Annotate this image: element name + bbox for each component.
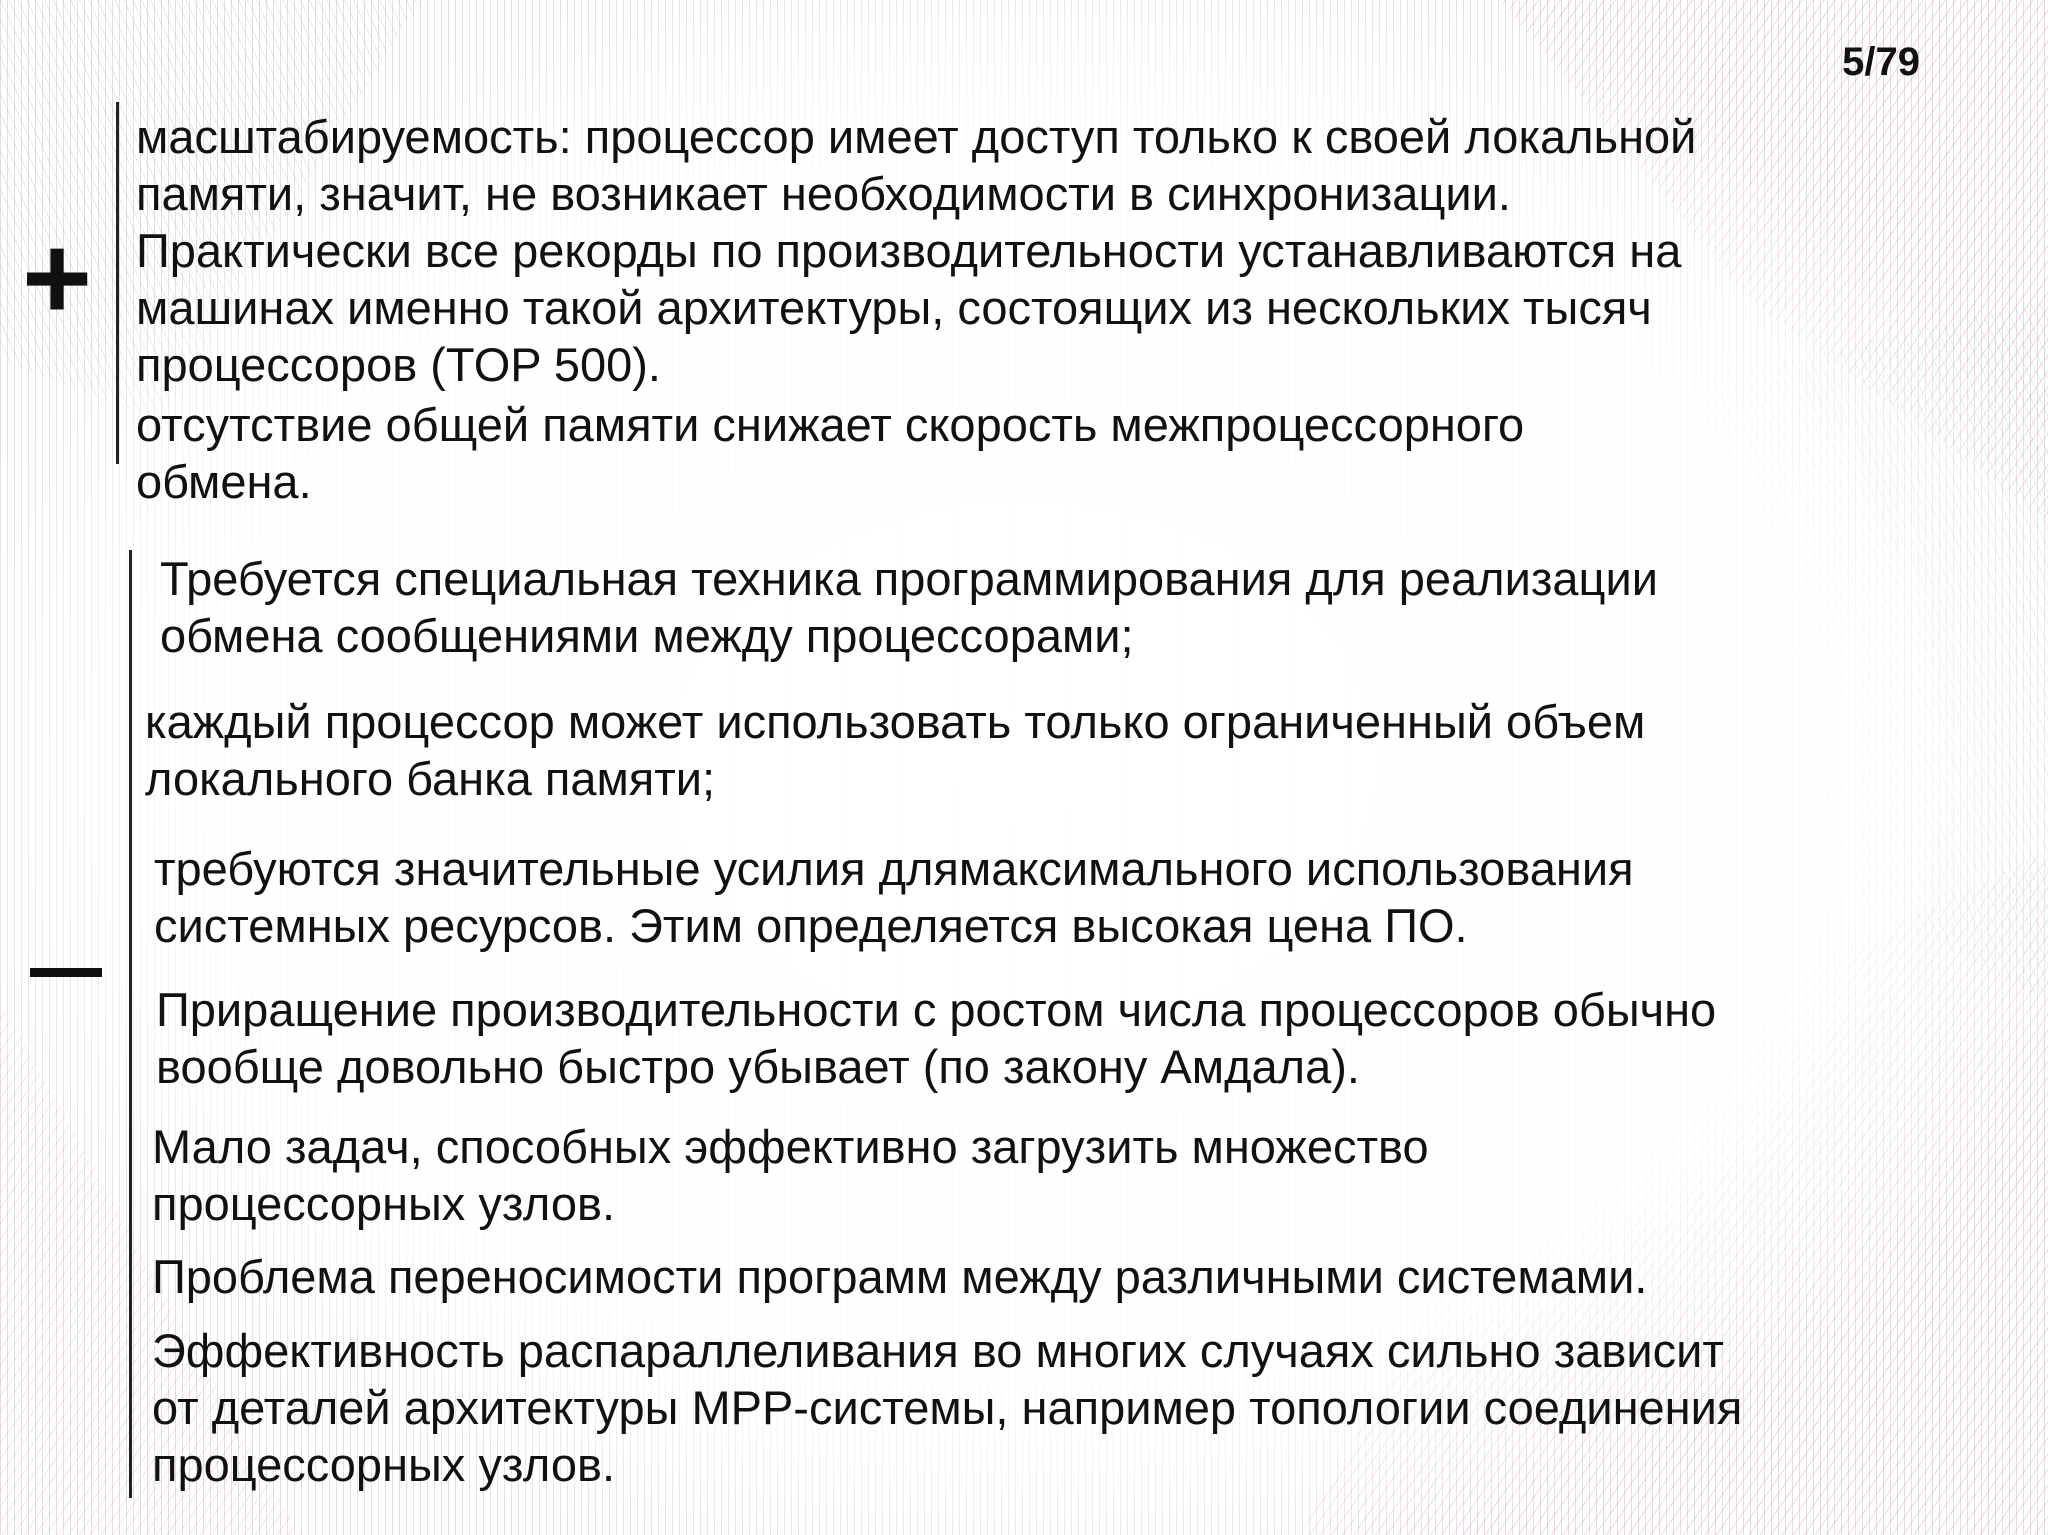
pros-paragraph-scalability: масштабируемость: процессор имеет доступ только к своей локальной памяти, значит, не возникает необходимости в синхронизации. Практически все рекорды по производительности устанавливаются на машинах именно такой архитектуры, состоящих из нескольких тысяч процессоров (TOP 500). <box>136 110 1697 391</box>
cons-paragraph-programming-technique: Требуется специальная техника программирования для реализации обмена сообщениями между процессорами; <box>160 552 1658 662</box>
cons-paragraph-amdahl: Приращение производительности с ростом числа процессоров обычно вообще довольно быстро убывает (по закону Амдала). <box>156 983 1717 1093</box>
cons-paragraph-portability: Проблема переносимости программ между различными системами. <box>152 1250 1648 1303</box>
cons-paragraph-software-cost: требуются значительные усилия длямаксимального использования системных ресурсов. Этим определяется высокая цена ПО. <box>154 842 1634 952</box>
cons-paragraph-few-tasks: Мало задач, способных эффективно загрузить множество процессорных узлов. <box>152 1120 1429 1230</box>
slide-number: 5/79 <box>1842 40 1920 84</box>
cons-paragraph-parallelization-efficiency: Эффективность распараллеливания во многих случаях сильно зависит от деталей архитектуры MPP-системы, например топологии соединения процессорных узлов. <box>152 1324 1743 1491</box>
plus-sign-icon: + <box>22 211 93 345</box>
minus-sign-icon <box>30 968 102 977</box>
pros-bracket <box>116 102 119 464</box>
cons-paragraph-local-memory: каждый процессор может использовать только ограниченный объем локального банка памяти; <box>145 695 1646 805</box>
cons-bracket <box>129 550 132 1498</box>
pros-paragraph-no-shared-memory: отсутствие общей памяти снижает скорость межпроцессорного обмена. <box>136 398 1525 508</box>
